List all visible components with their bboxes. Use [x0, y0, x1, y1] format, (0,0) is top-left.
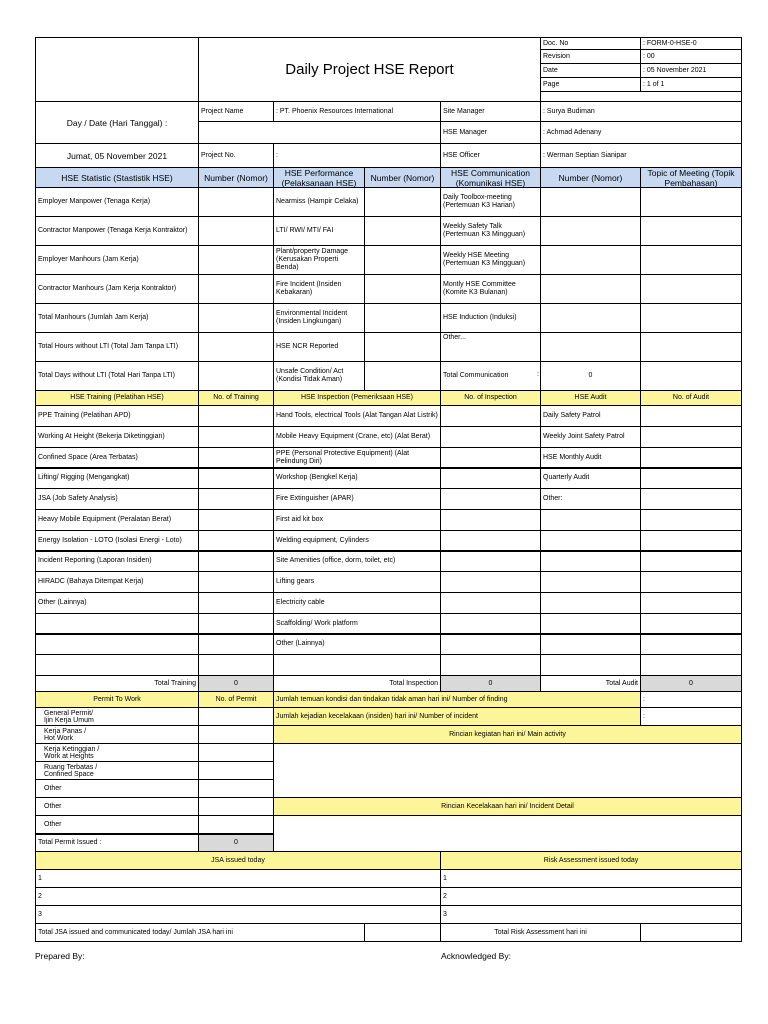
- audit-row-label: [540, 509, 641, 531]
- hse-manager-label: HSE Manager: [440, 121, 541, 144]
- permit-row-count[interactable]: [198, 815, 274, 834]
- stat-row-label: Total Hours without LTI (Total Jam Tanpa LTI): [35, 332, 199, 362]
- inspection-count-header: No. of Inspection: [440, 390, 541, 406]
- permit-count-header: No. of Permit: [198, 691, 274, 708]
- inspection-row-count[interactable]: [440, 550, 541, 572]
- topic-row-value[interactable]: [640, 216, 742, 246]
- total-permit-label: Total Permit Issued :: [35, 834, 199, 852]
- communication-row-label: Weekly HSE Meeting (Pertemuan K3 Mingguan): [440, 245, 541, 275]
- permit-row-label: Other: [35, 779, 199, 798]
- audit-row-count[interactable]: [640, 654, 742, 676]
- stat-header-performance: HSE Performance (Pelaksanaan HSE): [273, 167, 365, 188]
- training-row-label: Energy Isolation - LOTO (Isolasi Energi - Loto): [35, 530, 199, 552]
- training-row-label: [35, 633, 199, 655]
- revision-value: : 00: [640, 49, 742, 64]
- training-row-count[interactable]: [198, 467, 274, 489]
- inspection-row-label: Other (Lainnya): [273, 633, 441, 655]
- topic-row-value[interactable]: [640, 245, 742, 275]
- audit-row-count[interactable]: [640, 488, 742, 510]
- risk-header: Risk Assessment issued today: [440, 851, 742, 870]
- audit-row-count[interactable]: [640, 426, 742, 448]
- inspection-row-count[interactable]: [440, 613, 541, 635]
- stat-row-number[interactable]: [198, 303, 274, 333]
- audit-row-label: [540, 654, 641, 676]
- communication-row-label: HSE Induction (Induksi): [440, 303, 541, 333]
- inspection-row-label: Welding equipment, Cylinders: [273, 530, 441, 552]
- hse-officer-value: : Werman Septian Sianipar: [540, 143, 742, 168]
- stat-header-communication: HSE Communication (Komunikasi HSE): [440, 167, 541, 188]
- communication-row-label: Montly HSE Committee (Komite K3 Bulanan): [440, 274, 541, 304]
- stat-row-number[interactable]: [198, 332, 274, 362]
- inspection-row-count[interactable]: [440, 488, 541, 510]
- date-label: Date: [540, 63, 641, 78]
- audit-row-label: Quarterly Audit: [540, 467, 641, 489]
- performance-row-number[interactable]: [364, 216, 441, 246]
- revision-label: Revision: [540, 49, 641, 64]
- training-row-count[interactable]: [198, 592, 274, 614]
- risk-row[interactable]: 1: [440, 869, 742, 888]
- training-row-count[interactable]: [198, 530, 274, 552]
- audit-row-label: [540, 633, 641, 655]
- performance-row-number[interactable]: [364, 187, 441, 217]
- project-name-label: Project Name: [198, 101, 274, 122]
- prepared-by-label: Prepared By:: [35, 951, 85, 961]
- audit-row-label: [540, 592, 641, 614]
- communication-row-number[interactable]: [540, 303, 641, 333]
- main-activity-header: Rincian kegiatan hari ini/ Main activity: [273, 725, 742, 744]
- training-row-label: Heavy Mobile Equipment (Peralatan Berat): [35, 509, 199, 531]
- page-title: [198, 37, 541, 102]
- hse-officer-label: HSE Officer: [440, 143, 541, 168]
- audit-row-label: Other:: [540, 488, 641, 510]
- jsa-header: JSA issued today: [35, 851, 441, 870]
- audit-row-count[interactable]: [640, 405, 742, 427]
- day-date-label: Day / Date (Hari Tanggal) :: [35, 101, 199, 144]
- performance-row-label: Nearmiss (Hampir Celaka): [273, 187, 365, 217]
- inspection-row-label: PPE (Personal Protective Equipment) (Alat Pelindung Diri): [273, 447, 441, 469]
- permit-row-count[interactable]: [198, 743, 274, 762]
- risk-row[interactable]: 3: [440, 905, 742, 924]
- inspection-row-count[interactable]: [440, 654, 541, 676]
- performance-row-label: Environmental Incident (Insiden Lingkungan): [273, 303, 365, 333]
- stat-row-number[interactable]: [198, 361, 274, 391]
- inspection-row-count[interactable]: [440, 426, 541, 448]
- project-name-value: : PT. Phoenix Resources International: [273, 101, 441, 122]
- jsa-row[interactable]: 1: [35, 869, 441, 888]
- inspection-row-count[interactable]: [440, 592, 541, 614]
- permit-row-count[interactable]: [198, 707, 274, 726]
- training-row-count[interactable]: [198, 447, 274, 469]
- stat-row-number[interactable]: [198, 187, 274, 217]
- inspection-row-label: [273, 654, 441, 676]
- info-blank-1: [198, 121, 441, 144]
- stat-header-topic: Topic of Meeting (Topik Pembahasan): [640, 167, 742, 188]
- training-row-label: [35, 613, 199, 635]
- inspection-row-count[interactable]: [440, 509, 541, 531]
- communication-row-label: Daily Toolbox-meeting (Pertemuan K3 Harian): [440, 187, 541, 217]
- inspection-row-count[interactable]: [440, 530, 541, 552]
- inspection-row-count[interactable]: [440, 633, 541, 655]
- inspection-row-label: Site Amenities (office, dorm, toilet, etc): [273, 550, 441, 572]
- performance-row-number[interactable]: [364, 274, 441, 304]
- permit-row-label: Kerja Panas / Hot Work: [35, 725, 199, 744]
- stat-row-number[interactable]: [198, 274, 274, 304]
- performance-row-label: LTI/ RWI/ MTI/ FAI: [273, 216, 365, 246]
- incident-value: :: [640, 707, 742, 726]
- training-row-label: PPE Training (Pelatihan APD): [35, 405, 199, 427]
- stat-header-number-3: Number (Nomor): [540, 167, 641, 188]
- permit-row-label: Other: [35, 797, 199, 816]
- audit-count-header: No. of Audit: [640, 390, 742, 406]
- audit-row-count[interactable]: [640, 467, 742, 489]
- doc-no-value: : FORM-0-HSE-0: [640, 37, 742, 50]
- date-value: : 05 November 2021: [640, 63, 742, 78]
- finding-value: :: [640, 691, 742, 708]
- topic-row-value[interactable]: [640, 361, 742, 391]
- training-row-label: Other (Lainnya): [35, 592, 199, 614]
- site-manager-value: : Surya Budiman: [540, 101, 742, 122]
- inspection-row-label: Workshop (Bengkel Kerja): [273, 467, 441, 489]
- inspection-row-count[interactable]: [440, 571, 541, 593]
- audit-row-label: [540, 571, 641, 593]
- stat-row-number[interactable]: [198, 216, 274, 246]
- training-header: HSE Training (Pelatihan HSE): [35, 390, 199, 406]
- communication-row-number[interactable]: [540, 216, 641, 246]
- permit-row-count[interactable]: [198, 725, 274, 744]
- audit-row-count[interactable]: [640, 530, 742, 552]
- project-no-label: Project No.: [198, 143, 274, 168]
- communication-row-number[interactable]: [540, 274, 641, 304]
- inspection-row-label: Lifting gears: [273, 571, 441, 593]
- stat-row-label: Contractor Manhours (Jam Kerja Kontraktor): [35, 274, 199, 304]
- acknowledged-by-label: Acknowledged By:: [441, 951, 511, 961]
- jsa-row[interactable]: 3: [35, 905, 441, 924]
- audit-row-label: Weekly Joint Safety Patrol: [540, 426, 641, 448]
- performance-row-number[interactable]: [364, 332, 441, 362]
- page-label: Page: [540, 77, 641, 92]
- training-row-label: Incident Reporting (Laporan Insiden): [35, 550, 199, 572]
- logo-area: [35, 37, 199, 102]
- training-row-count[interactable]: [198, 550, 274, 572]
- communication-row-label: Total Communication: [440, 361, 541, 391]
- total-training-value: 0: [198, 675, 274, 692]
- performance-row-number[interactable]: [364, 303, 441, 333]
- inspection-row-count[interactable]: [440, 447, 541, 469]
- training-row-count[interactable]: [198, 633, 274, 655]
- inspection-row-label: Hand Tools, electrical Tools (Alat Tangan Alat Listrik): [273, 405, 441, 427]
- communication-row-number[interactable]: [540, 187, 641, 217]
- site-manager-label: Site Manager: [440, 101, 541, 122]
- performance-row-label: Fire Incident (Insiden Kebakaran): [273, 274, 365, 304]
- day-date-value: Jumat, 05 November 2021: [35, 143, 199, 168]
- total-permit-value: 0: [198, 834, 274, 852]
- permit-row-label: General Permit/ Ijin Kerja Umum: [35, 707, 199, 726]
- jsa-total-label: Total JSA issued and communicated today/ Jumlah JSA hari ini: [35, 923, 365, 942]
- stat-row-number[interactable]: [198, 245, 274, 275]
- inspection-row-label: Electricity cable: [273, 592, 441, 614]
- communication-row-number[interactable]: [540, 245, 641, 275]
- total-inspection-value: 0: [440, 675, 541, 692]
- risk-total-value[interactable]: [640, 923, 742, 942]
- training-row-count[interactable]: [198, 654, 274, 676]
- main-activity-area[interactable]: [273, 743, 742, 798]
- audit-row-count[interactable]: [640, 447, 742, 469]
- stat-row-label: Employer Manhours (Jam Kerja): [35, 245, 199, 275]
- inspection-row-label: First aid kit box: [273, 509, 441, 531]
- topic-row-value[interactable]: [640, 303, 742, 333]
- page-value: : 1 of 1: [640, 77, 742, 92]
- performance-row-number[interactable]: [364, 361, 441, 391]
- training-row-label: Confined Space (Area Terbatas): [35, 447, 199, 469]
- training-row-count[interactable]: [198, 426, 274, 448]
- total-inspection-label: Total Inspection: [273, 675, 441, 692]
- permit-row-count[interactable]: [198, 797, 274, 816]
- training-row-count[interactable]: [198, 571, 274, 593]
- training-row-label: Lifting/ Rigging (Mengangkat): [35, 467, 199, 489]
- risk-total-label: Total Risk Assessment hari ini: [440, 923, 641, 942]
- total-training-label: Total Training: [35, 675, 199, 692]
- audit-header: HSE Audit: [540, 390, 641, 406]
- doc-no-label: Doc. No: [540, 37, 641, 50]
- training-row-label: Working At Height (Bekerja Diketinggian): [35, 426, 199, 448]
- audit-row-count[interactable]: [640, 571, 742, 593]
- permit-row-label: Other: [35, 815, 199, 834]
- performance-row-label: Unsafe Condition/ Act (Kondisi Tidak Aman): [273, 361, 365, 391]
- permit-row-label: Ruang Terbatas / Confined Space: [35, 761, 199, 780]
- inspection-row-count[interactable]: [440, 405, 541, 427]
- audit-row-label: [540, 550, 641, 572]
- jsa-total-value[interactable]: [364, 923, 441, 942]
- audit-row-count[interactable]: [640, 550, 742, 572]
- communication-row-label: Weekly Safety Talk (Pertemuan K3 Mingguan): [440, 216, 541, 246]
- training-row-count[interactable]: [198, 488, 274, 510]
- communication-row-number[interactable]: [540, 332, 641, 362]
- stat-row-label: Employer Manpower (Tenaga Kerja): [35, 187, 199, 217]
- risk-row[interactable]: 2: [440, 887, 742, 906]
- inspection-row-label: Mobile Heavy Equipment (Crane, etc) (Alat Berat): [273, 426, 441, 448]
- training-count-header: No. of Training: [198, 390, 274, 406]
- incident-detail-header: Rincian Kecelakaan hari ini/ Incident Detail: [273, 797, 742, 816]
- permit-row-count[interactable]: [198, 779, 274, 798]
- permit-row-label: Kerja Ketinggian / Work at Heights: [35, 743, 199, 762]
- topic-row-value[interactable]: [640, 274, 742, 304]
- hse-manager-value: : Achmad Adenany: [540, 121, 742, 144]
- stat-header-number-1: Number (Nomor): [198, 167, 274, 188]
- project-no-value: :: [273, 143, 441, 168]
- stat-row-label: Contractor Manpower (Tenaga Kerja Kontraktor): [35, 216, 199, 246]
- communication-row-label: Other...: [440, 332, 541, 362]
- training-row-label: JSA (Job Safety Analysis): [35, 488, 199, 510]
- training-row-count[interactable]: [198, 613, 274, 635]
- stat-header-number-2: Number (Nomor): [364, 167, 441, 188]
- topic-row-value[interactable]: [640, 332, 742, 362]
- training-row-count[interactable]: [198, 405, 274, 427]
- finding-label: Jumlah temuan kondisi dan tindakan tidak aman hari ini/ Number of finding: [273, 691, 641, 708]
- performance-row-label: HSE NCR Reported: [273, 332, 365, 362]
- training-row-count[interactable]: [198, 509, 274, 531]
- inspection-row-count[interactable]: [440, 467, 541, 489]
- audit-row-count[interactable]: [640, 509, 742, 531]
- incident-label: Jumlah kejadian kecelakaan (insiden) hari ini/ Number of incident: [273, 707, 641, 726]
- jsa-row[interactable]: 2: [35, 887, 441, 906]
- inspection-header: HSE Inspection (Pemeriksaan HSE): [273, 390, 441, 406]
- stat-header-statistic: HSE Statistic (Stastistik HSE): [35, 167, 199, 188]
- training-row-label: [35, 654, 199, 676]
- performance-row-number[interactable]: [364, 245, 441, 275]
- audit-row-count[interactable]: [640, 633, 742, 655]
- total-audit-value: 0: [640, 675, 742, 692]
- audit-row-label: [540, 613, 641, 635]
- performance-row-label: Plant/property Damage (Kerusakan Properti Benda): [273, 245, 365, 275]
- permit-row-count[interactable]: [198, 761, 274, 780]
- report-title: Daily Project HSE Report: [285, 60, 454, 78]
- inspection-row-label: Fire Extinguisher (APAR): [273, 488, 441, 510]
- training-row-label: HIRADC (Bahaya Ditempat Kerja): [35, 571, 199, 593]
- total-communication-colon: :: [537, 371, 539, 378]
- incident-detail-area[interactable]: [273, 815, 742, 852]
- total-communication-value: 0: [540, 361, 641, 391]
- audit-row-label: HSE Monthly Audit: [540, 447, 641, 469]
- audit-row-label: Daily Safety Patrol: [540, 405, 641, 427]
- audit-row-count[interactable]: [640, 592, 742, 614]
- audit-row-count[interactable]: [640, 613, 742, 635]
- total-audit-label: Total Audit: [540, 675, 641, 692]
- stat-row-label: Total Manhours (Jumlah Jam Kerja): [35, 303, 199, 333]
- permit-header: Permit To Work: [35, 691, 199, 708]
- stat-row-label: Total Days without LTI (Total Hari Tanpa LTI): [35, 361, 199, 391]
- topic-row-value[interactable]: [640, 187, 742, 217]
- audit-row-label: [540, 530, 641, 552]
- inspection-row-label: Scaffolding/ Work platform: [273, 613, 441, 635]
